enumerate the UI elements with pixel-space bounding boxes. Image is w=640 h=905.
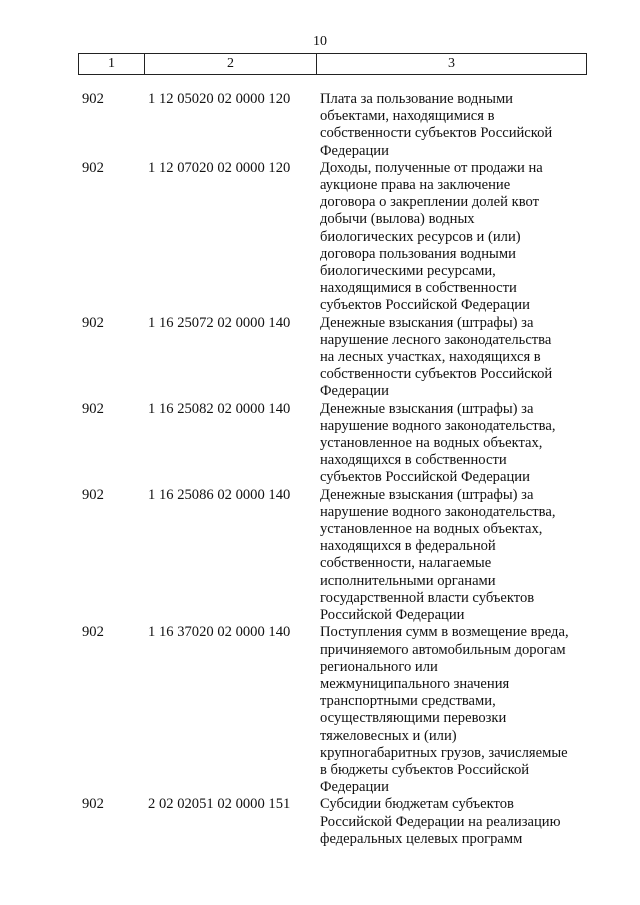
page-number: 10	[313, 34, 327, 49]
description-line: находящихся в собственности	[320, 452, 507, 469]
revenue-code-cell: 1 12 07020 02 0000 120	[148, 159, 291, 176]
table-row	[78, 624, 586, 796]
revenue-description-cell	[320, 796, 586, 848]
description-line: Федерации	[320, 779, 389, 796]
description-line: Денежные взыскания (штрафы) за	[320, 314, 534, 331]
description-line: аукционе права на заключение	[320, 177, 511, 194]
revenue-code-cell: 1 16 25072 02 0000 140	[148, 314, 291, 331]
description-line: биологическими ресурсами,	[320, 263, 496, 280]
table-row	[78, 487, 586, 625]
description-line: установленное на водных объектах,	[320, 435, 543, 452]
description-line: объектами, находящимися в	[320, 108, 495, 125]
description-line: тяжеловесных и (или)	[320, 727, 457, 744]
column-header-1: 1	[79, 54, 145, 75]
column-header-2: 2	[145, 54, 317, 75]
description-line: нарушение лесного законодательства	[320, 331, 552, 348]
description-line: Денежные взыскания (штрафы) за	[320, 486, 534, 503]
admin-code-cell: 902	[82, 796, 104, 813]
description-line: Субсидии бюджетам субъектов	[320, 796, 514, 813]
description-line: нарушение водного законодательства,	[320, 417, 556, 434]
description-line: государственной власти субъектов	[320, 589, 535, 606]
description-line: субъектов Российской Федерации	[320, 297, 530, 314]
description-line: осуществляющими перевозки	[320, 710, 507, 727]
description-line: договора пользования водными	[320, 245, 516, 262]
description-line: крупногабаритных грузов, зачисляемые	[320, 744, 568, 761]
revenue-code-cell: 1 16 25086 02 0000 140	[148, 486, 291, 503]
table-row	[78, 91, 586, 160]
description-line: Федерации	[320, 142, 389, 159]
description-line: собственности, налагаемые	[320, 555, 492, 572]
revenue-code-cell: 1 16 25082 02 0000 140	[148, 400, 291, 417]
description-line: Федерации	[320, 383, 389, 400]
revenue-code-cell: 1 12 05020 02 0000 120	[148, 91, 291, 107]
description-line: причиняемого автомобильным дорогам	[320, 641, 566, 658]
description-line: находящихся в федеральной	[320, 538, 496, 555]
description-line: субъектов Российской Федерации	[320, 469, 530, 486]
description-line: нарушение водного законодательства,	[320, 503, 556, 520]
table-row	[78, 796, 586, 848]
description-line: Доходы, полученные от продажи на	[320, 159, 543, 176]
revenue-code-cell: 2 02 02051 02 0000 151	[148, 796, 291, 813]
description-line: биологических ресурсов и (или)	[320, 228, 521, 245]
description-line: договора о закреплении долей квот	[320, 194, 539, 211]
revenue-description-cell	[320, 487, 586, 625]
revenue-code-list	[78, 91, 586, 848]
admin-code-cell: 902	[82, 624, 104, 641]
description-line: транспортными средствами,	[320, 693, 496, 710]
description-line: федеральных целевых программ	[320, 830, 523, 847]
description-line: находящимися в собственности	[320, 280, 517, 297]
description-line: на лесных участках, находящихся в	[320, 349, 541, 366]
revenue-description-cell	[320, 624, 586, 796]
revenue-description-cell	[320, 160, 586, 315]
description-line: добычи (вылова) водных	[320, 211, 475, 228]
description-line: Российской Федерации на реализацию	[320, 813, 561, 830]
description-line: регионального или	[320, 658, 438, 675]
admin-code-cell: 902	[82, 486, 104, 503]
description-line: собственности субъектов Российской	[320, 125, 553, 142]
description-line: Российской Федерации	[320, 607, 465, 624]
description-line: Плата за пользование водными	[320, 91, 513, 107]
admin-code-cell: 902	[82, 159, 104, 176]
admin-code-cell: 902	[82, 400, 104, 417]
table-row	[78, 160, 586, 315]
description-line: собственности субъектов Российской	[320, 366, 553, 383]
description-line: Поступления сумм в возмещение вреда,	[320, 624, 569, 641]
description-line: Денежные взыскания (штрафы) за	[320, 400, 534, 417]
column-header-row	[79, 54, 587, 75]
admin-code-cell: 902	[82, 314, 104, 331]
revenue-code-cell: 1 16 37020 02 0000 140	[148, 624, 291, 641]
description-line: установленное на водных объектах,	[320, 521, 543, 538]
description-line: в бюджеты субъектов Российской	[320, 761, 530, 778]
column-header-table	[78, 53, 587, 75]
revenue-description-cell	[320, 91, 586, 160]
description-line: межмуниципального значения	[320, 675, 510, 692]
description-line: исполнительными органами	[320, 572, 496, 589]
table-row	[78, 401, 586, 487]
revenue-description-cell	[320, 401, 586, 487]
column-header-3: 3	[317, 54, 587, 75]
admin-code-cell: 902	[82, 91, 104, 107]
table-row	[78, 315, 586, 401]
revenue-description-cell	[320, 315, 586, 401]
